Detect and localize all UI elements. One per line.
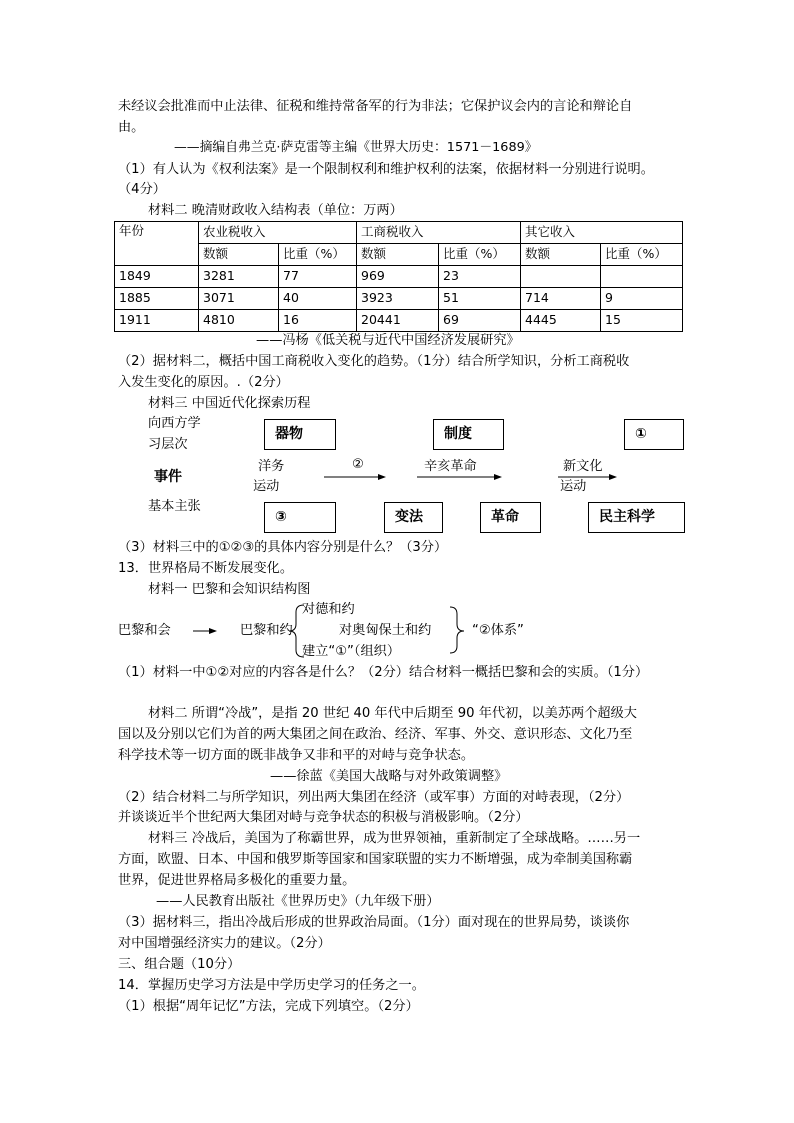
q13-material2-line2: 国以及分别以它们为首的两大集团之间在政治、经济、军事、外交、意识形态、文化乃至 — [118, 727, 633, 742]
col-year-header: 年份 — [115, 222, 199, 266]
q13-material1-title: 材料一 巴黎和会知识结构图 — [148, 582, 311, 597]
arrow-2-head — [494, 474, 502, 480]
q13-sub3-line2: 对中国增强经济实力的建议。（2分） — [118, 936, 331, 951]
bottom-box-label: 民主科学 — [599, 509, 655, 526]
group-ind-header: 工商税收入 — [357, 222, 521, 244]
q12-sub1-line2: （4分） — [118, 182, 166, 197]
table-cell: 20441 — [357, 310, 439, 332]
q13-material3-source: ——人民教育出版社《世界历史》（九年级下册） — [156, 894, 440, 909]
bottom-box-democracy-science — [588, 502, 685, 533]
material1-tail-line1: 未经议会批准而中止法律、征税和维持常备军的行为非法；它保护议会内的言论和辩论自 — [118, 99, 633, 114]
table-cell: 40 — [279, 288, 357, 310]
table-cell: 3281 — [199, 266, 279, 288]
material2-title: 材料二 晚清财政收入结构表（单位：万两） — [148, 203, 403, 218]
table-cell: 3923 — [357, 288, 439, 310]
system-result-label: “②体系” — [472, 623, 524, 638]
q13-sub2-line1: （2）结合材料二与所学知识，列出两大集团在经济（或军事）方面的对峙表现，（2分） — [118, 790, 630, 805]
bottom-box-label: ③ — [275, 509, 287, 526]
table-cell: 4445 — [521, 310, 601, 332]
event-marker-2: ② — [352, 457, 364, 472]
material1-source: ——摘编自弗兰克·萨克雷等主编《世界大历史：1571－1689》 — [174, 140, 538, 155]
q13-material2-line1: 材料二 所谓“冷战”，是指 20 世纪 40 年代中后期至 90 年代初，以美苏两个超级大 — [148, 706, 637, 721]
table-cell: 77 — [279, 266, 357, 288]
top-box-label: 器物 — [275, 426, 303, 443]
table-cell: 69 — [439, 310, 521, 332]
table-cell: 969 — [357, 266, 439, 288]
table-cell: 1911 — [115, 310, 199, 332]
table-cell: 23 — [439, 266, 521, 288]
table-cell: 4810 — [199, 310, 279, 332]
q13-sub1: （1）材料一中①②对应的内容各是什么？（2分）结合材料一概括巴黎和会的实质。（1分） — [118, 665, 649, 680]
event-xinwenhua-1: 新文化 — [563, 459, 603, 474]
sub-ratio: 比重（%） — [279, 244, 357, 266]
row-label-level-2: 习层次 — [148, 437, 188, 452]
q14-sub1: （1）根据“周年记忆”方法，完成下列填空。（2分） — [118, 999, 419, 1014]
material1-tail-line2: 由。 — [118, 120, 145, 135]
table-cell: 1849 — [115, 266, 199, 288]
bottom-box-revolution — [480, 502, 541, 533]
table-cell: 15 — [601, 310, 683, 332]
q13-material3-line1: 材料三 冷战后，美国为了称霸世界，成为世界领袖，重新制定了全球战略。……另一 — [148, 831, 641, 846]
q13-stem: 13．世界格局不断发展变化。 — [118, 561, 294, 576]
q12-sub3: （3）材料三中的①②③的具体内容分别是什么？（3分） — [118, 540, 448, 555]
table-cell: 3071 — [199, 288, 279, 310]
q13-sub3-line1: （3）据材料三，指出冷战后形成的世界政治局面。（1分）面对现在的世界局势，谈谈你 — [118, 915, 630, 930]
table-cell: 16 — [279, 310, 357, 332]
sub-ratio: 比重（%） — [439, 244, 521, 266]
material2-source: ——冯杨《低关税与近代中国经济发展研究》 — [256, 333, 520, 348]
right-brace — [450, 607, 464, 653]
bottom-box-marker-3 — [264, 502, 336, 533]
row-label-claim: 基本主张 — [148, 499, 201, 514]
bottom-box-label: 变法 — [395, 509, 423, 526]
event-xinhai: 辛亥革命 — [424, 459, 477, 474]
sub-ratio: 比重（%） — [601, 244, 683, 266]
branch-austria-treaty: 对奥匈保土和约 — [339, 623, 432, 638]
branch-germany-treaty: 对德和约 — [302, 602, 355, 617]
q12-sub2-line1: （2）据材料二，概括中国工商税收入变化的趋势。（1分）结合所学知识，分析工商税收 — [118, 354, 630, 369]
row-label-level-1: 向西方学 — [148, 416, 201, 431]
section3-heading: 三、组合题（10分） — [118, 957, 241, 972]
q13-sub2-line2: 并谈谈近半个世纪两大集团对峙与竞争状态的积极与消极影响。（2分） — [118, 810, 529, 825]
table-cell: 714 — [521, 288, 601, 310]
sub-amount: 数额 — [199, 244, 279, 266]
group-agri-header: 农业税收入 — [199, 222, 357, 244]
q13-material2-line3: 科学技术等一切方面的既非战争又非和平的对峙与竞争状态。 — [118, 748, 475, 763]
event-yangwu-2: 运动 — [253, 479, 280, 494]
table-cell: 51 — [439, 288, 521, 310]
arrow-1-head — [378, 474, 386, 480]
top-box-label: ① — [635, 426, 647, 443]
paris-conference-label: 巴黎和会 — [118, 623, 171, 638]
q13-material3-line3: 世界，促进世界格局多极化的重要力量。 — [118, 873, 356, 888]
sub-amount: 数额 — [521, 244, 601, 266]
sub-amount: 数额 — [357, 244, 439, 266]
branch-organization: 建立“①”（组织） — [302, 644, 401, 659]
q13-material2-source: ——徐蓝《美国大战略与对外政策调整》 — [270, 769, 508, 784]
bottom-box-label: 革命 — [491, 509, 519, 526]
material3-title: 材料三 中国近代化探索历程 — [148, 396, 311, 411]
table-cell: 1885 — [115, 288, 199, 310]
q12-sub1-line1: （1）有人认为《权利法案》是一个限制权利和维护权利的法案，依据材料一分别进行说明。 — [118, 162, 654, 177]
q13-material3-line2: 方面，欧盟、日本、中国和俄罗斯等国家和国家联盟的实力不断增强，成为牵制美国称霸 — [118, 852, 633, 867]
row-label-event: 事件 — [154, 469, 182, 485]
event-yangwu-1: 洋务 — [258, 459, 285, 474]
paris-arrow-head — [209, 628, 217, 634]
group-other-header: 其它收入 — [521, 222, 683, 244]
top-box-label: 制度 — [444, 426, 472, 443]
bottom-box-reform — [384, 502, 443, 533]
q12-sub2-line2: 入发生变化的原因。.（2分） — [118, 375, 289, 390]
arrow-3-head — [609, 474, 617, 480]
event-xinwenhua-2: 运动 — [560, 479, 587, 494]
table-cell: 9 — [601, 288, 683, 310]
q14-stem: 14．掌握历史学习方法是中学历史学习的任务之一。 — [118, 978, 425, 993]
paris-treaty-label: 巴黎和约 — [240, 623, 293, 638]
